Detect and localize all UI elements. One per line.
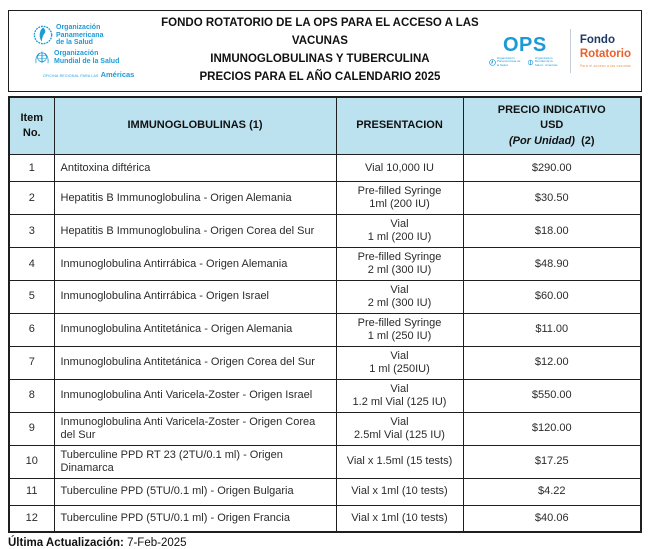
fondo-wordmark-line2: Rotatorio	[579, 47, 631, 60]
table-row	[9, 412, 641, 445]
col-header-presentation: PRESENTACION	[336, 97, 463, 155]
item-no-cell: 1	[9, 155, 54, 182]
product-name-cell: Inmunoglobulina Anti Varicela-Zoster - Origen Israel	[54, 379, 336, 412]
paho-who-logo	[33, 23, 151, 79]
fondo-tagline: Para el acceso a las vacunas	[579, 63, 631, 68]
table-row	[9, 155, 641, 182]
price-cell: $18.00	[463, 215, 641, 248]
paho-org-name: Organización Panamericana de la Salud	[56, 23, 104, 47]
product-name-cell: Tuberculine PPD (5TU/0.1 ml) - Origen Francia	[54, 505, 336, 532]
price-cell: $48.90	[463, 248, 641, 281]
price-cell: $120.00	[463, 412, 641, 445]
item-no-cell: 3	[9, 215, 54, 248]
ops-wordmark: OPS	[502, 33, 547, 56]
table-row	[9, 445, 641, 478]
logo-divider	[570, 29, 571, 73]
item-no-cell: 10	[9, 445, 54, 478]
price-cell: $12.00	[463, 346, 641, 379]
item-no-cell: 6	[9, 313, 54, 346]
last-updated-label: Última Actualización:	[8, 537, 124, 549]
paho-org-row	[33, 24, 151, 47]
table-row	[9, 379, 641, 412]
price-cell: $11.00	[463, 313, 641, 346]
product-name-cell: Hepatitis B Immunoglobulina - Origen Alemania	[54, 182, 336, 215]
ops-logo	[489, 35, 561, 67]
item-no-cell: 8	[9, 379, 54, 412]
ops-who-mini	[527, 57, 561, 67]
ops-sub-logos	[489, 57, 561, 67]
presentation-cell: Vial 10,000 IU	[336, 155, 463, 182]
product-name-cell: Inmunoglobulina Antitetánica - Origen Alemania	[54, 313, 336, 346]
regional-office-name: Américas	[100, 70, 135, 80]
price-cell: $40.06	[463, 505, 641, 532]
presentation-cell: Vial 1 ml (200 IU)	[336, 215, 463, 248]
table-body	[9, 155, 641, 532]
item-no-cell: 9	[9, 412, 54, 445]
title-line-2: INMUNOGLOBULINAS Y TUBERCULINA	[210, 53, 430, 65]
ops-paho-mini-icon	[489, 59, 496, 66]
col-header-product: IMMUNOGLOBULINAS (1)	[54, 97, 336, 155]
table-row	[9, 215, 641, 248]
product-name-cell: Tuberculine PPD RT 23 (2TU/0.1 ml) - Origen Dinamarca	[54, 445, 336, 478]
ops-paho-mini-label: Organización Panamericana de la Salud	[496, 55, 521, 67]
product-name-cell: Antitoxina diftérica	[54, 155, 336, 182]
item-no-cell: 11	[9, 478, 54, 505]
price-cell: $550.00	[463, 379, 641, 412]
document-header	[8, 10, 642, 92]
paho-emblem-icon	[33, 25, 53, 45]
col-header-price: PRECIO INDICATIVO USD (Por Unidad) (2)	[463, 97, 641, 155]
last-updated-value: 7-Feb-2025	[127, 537, 187, 549]
price-cell: $30.50	[463, 182, 641, 215]
presentation-cell: Vial 2 ml (300 IU)	[336, 280, 463, 313]
price-cell: $290.00	[463, 155, 641, 182]
product-name-cell: Inmunoglobulina Antitetánica - Origen Corea del Sur	[54, 346, 336, 379]
table-row	[9, 505, 641, 532]
title-line-1: FONDO ROTATORIO DE LA OPS PARA EL ACCESO A LAS VACUNAS	[161, 17, 479, 48]
fondo-wordmark-line1: Fondo	[579, 34, 615, 47]
presentation-cell: Vial x 1.5ml (15 tests)	[336, 445, 463, 478]
table-header-row	[9, 97, 641, 155]
regional-office-prefix: OFICINA REGIONAL PARA LAS	[43, 74, 99, 79]
document-title	[151, 15, 489, 86]
item-no-cell: 7	[9, 346, 54, 379]
table-row	[9, 182, 641, 215]
who-emblem-icon	[33, 49, 51, 67]
last-updated	[8, 537, 642, 549]
price-cell: $17.25	[463, 445, 641, 478]
product-name-cell: Hepatitis B Immunoglobulina - Origen Corea del Sur	[54, 215, 336, 248]
ops-who-mini-icon	[527, 59, 534, 66]
price-table	[8, 96, 642, 533]
table-row	[9, 313, 641, 346]
who-org-row	[33, 49, 151, 67]
ops-paho-mini	[489, 57, 523, 67]
product-name-cell: Inmunoglobulina Antirrábica - Origen Israel	[54, 280, 336, 313]
presentation-cell: Vial x 1ml (10 tests)	[336, 505, 463, 532]
presentation-cell: Vial 1 ml (250IU)	[336, 346, 463, 379]
item-no-cell: 12	[9, 505, 54, 532]
item-no-cell: 5	[9, 280, 54, 313]
ops-who-mini-label: Organización Mundial de la Salud · Américas	[534, 55, 558, 67]
header-right-logos	[489, 29, 633, 73]
presentation-cell: Pre-filled Syringe 2 ml (300 IU)	[336, 248, 463, 281]
product-name-cell: Inmunoglobulina Anti Varicela-Zoster - Origen Corea del Sur	[54, 412, 336, 445]
table-row	[9, 248, 641, 281]
table-row	[9, 346, 641, 379]
table-row	[9, 478, 641, 505]
table-row	[9, 280, 641, 313]
title-line-3: PRECIOS PARA EL AÑO CALENDARIO 2025	[199, 70, 441, 83]
price-cell: $60.00	[463, 280, 641, 313]
col-header-item-no: Item No.	[9, 97, 54, 155]
item-no-cell: 4	[9, 248, 54, 281]
presentation-cell: Pre-filled Syringe 1ml (200 IU)	[336, 182, 463, 215]
price-cell: $4.22	[463, 478, 641, 505]
product-name-cell: Inmunoglobulina Antirrábica - Origen Alemania	[54, 248, 336, 281]
fondo-rotatorio-logo	[580, 34, 631, 67]
regional-office-line	[33, 70, 151, 79]
who-org-name: Organización Mundial de la Salud	[54, 50, 120, 66]
presentation-cell: Vial x 1ml (10 tests)	[336, 478, 463, 505]
product-name-cell: Tuberculine PPD (5TU/0.1 ml) - Origen Bulgaria	[54, 478, 336, 505]
item-no-cell: 2	[9, 182, 54, 215]
presentation-cell: Vial 2.5ml Vial (125 IU)	[336, 412, 463, 445]
presentation-cell: Pre-filled Syringe 1 ml (250 IU)	[336, 313, 463, 346]
presentation-cell: Vial 1.2 ml Vial (125 IU)	[336, 379, 463, 412]
